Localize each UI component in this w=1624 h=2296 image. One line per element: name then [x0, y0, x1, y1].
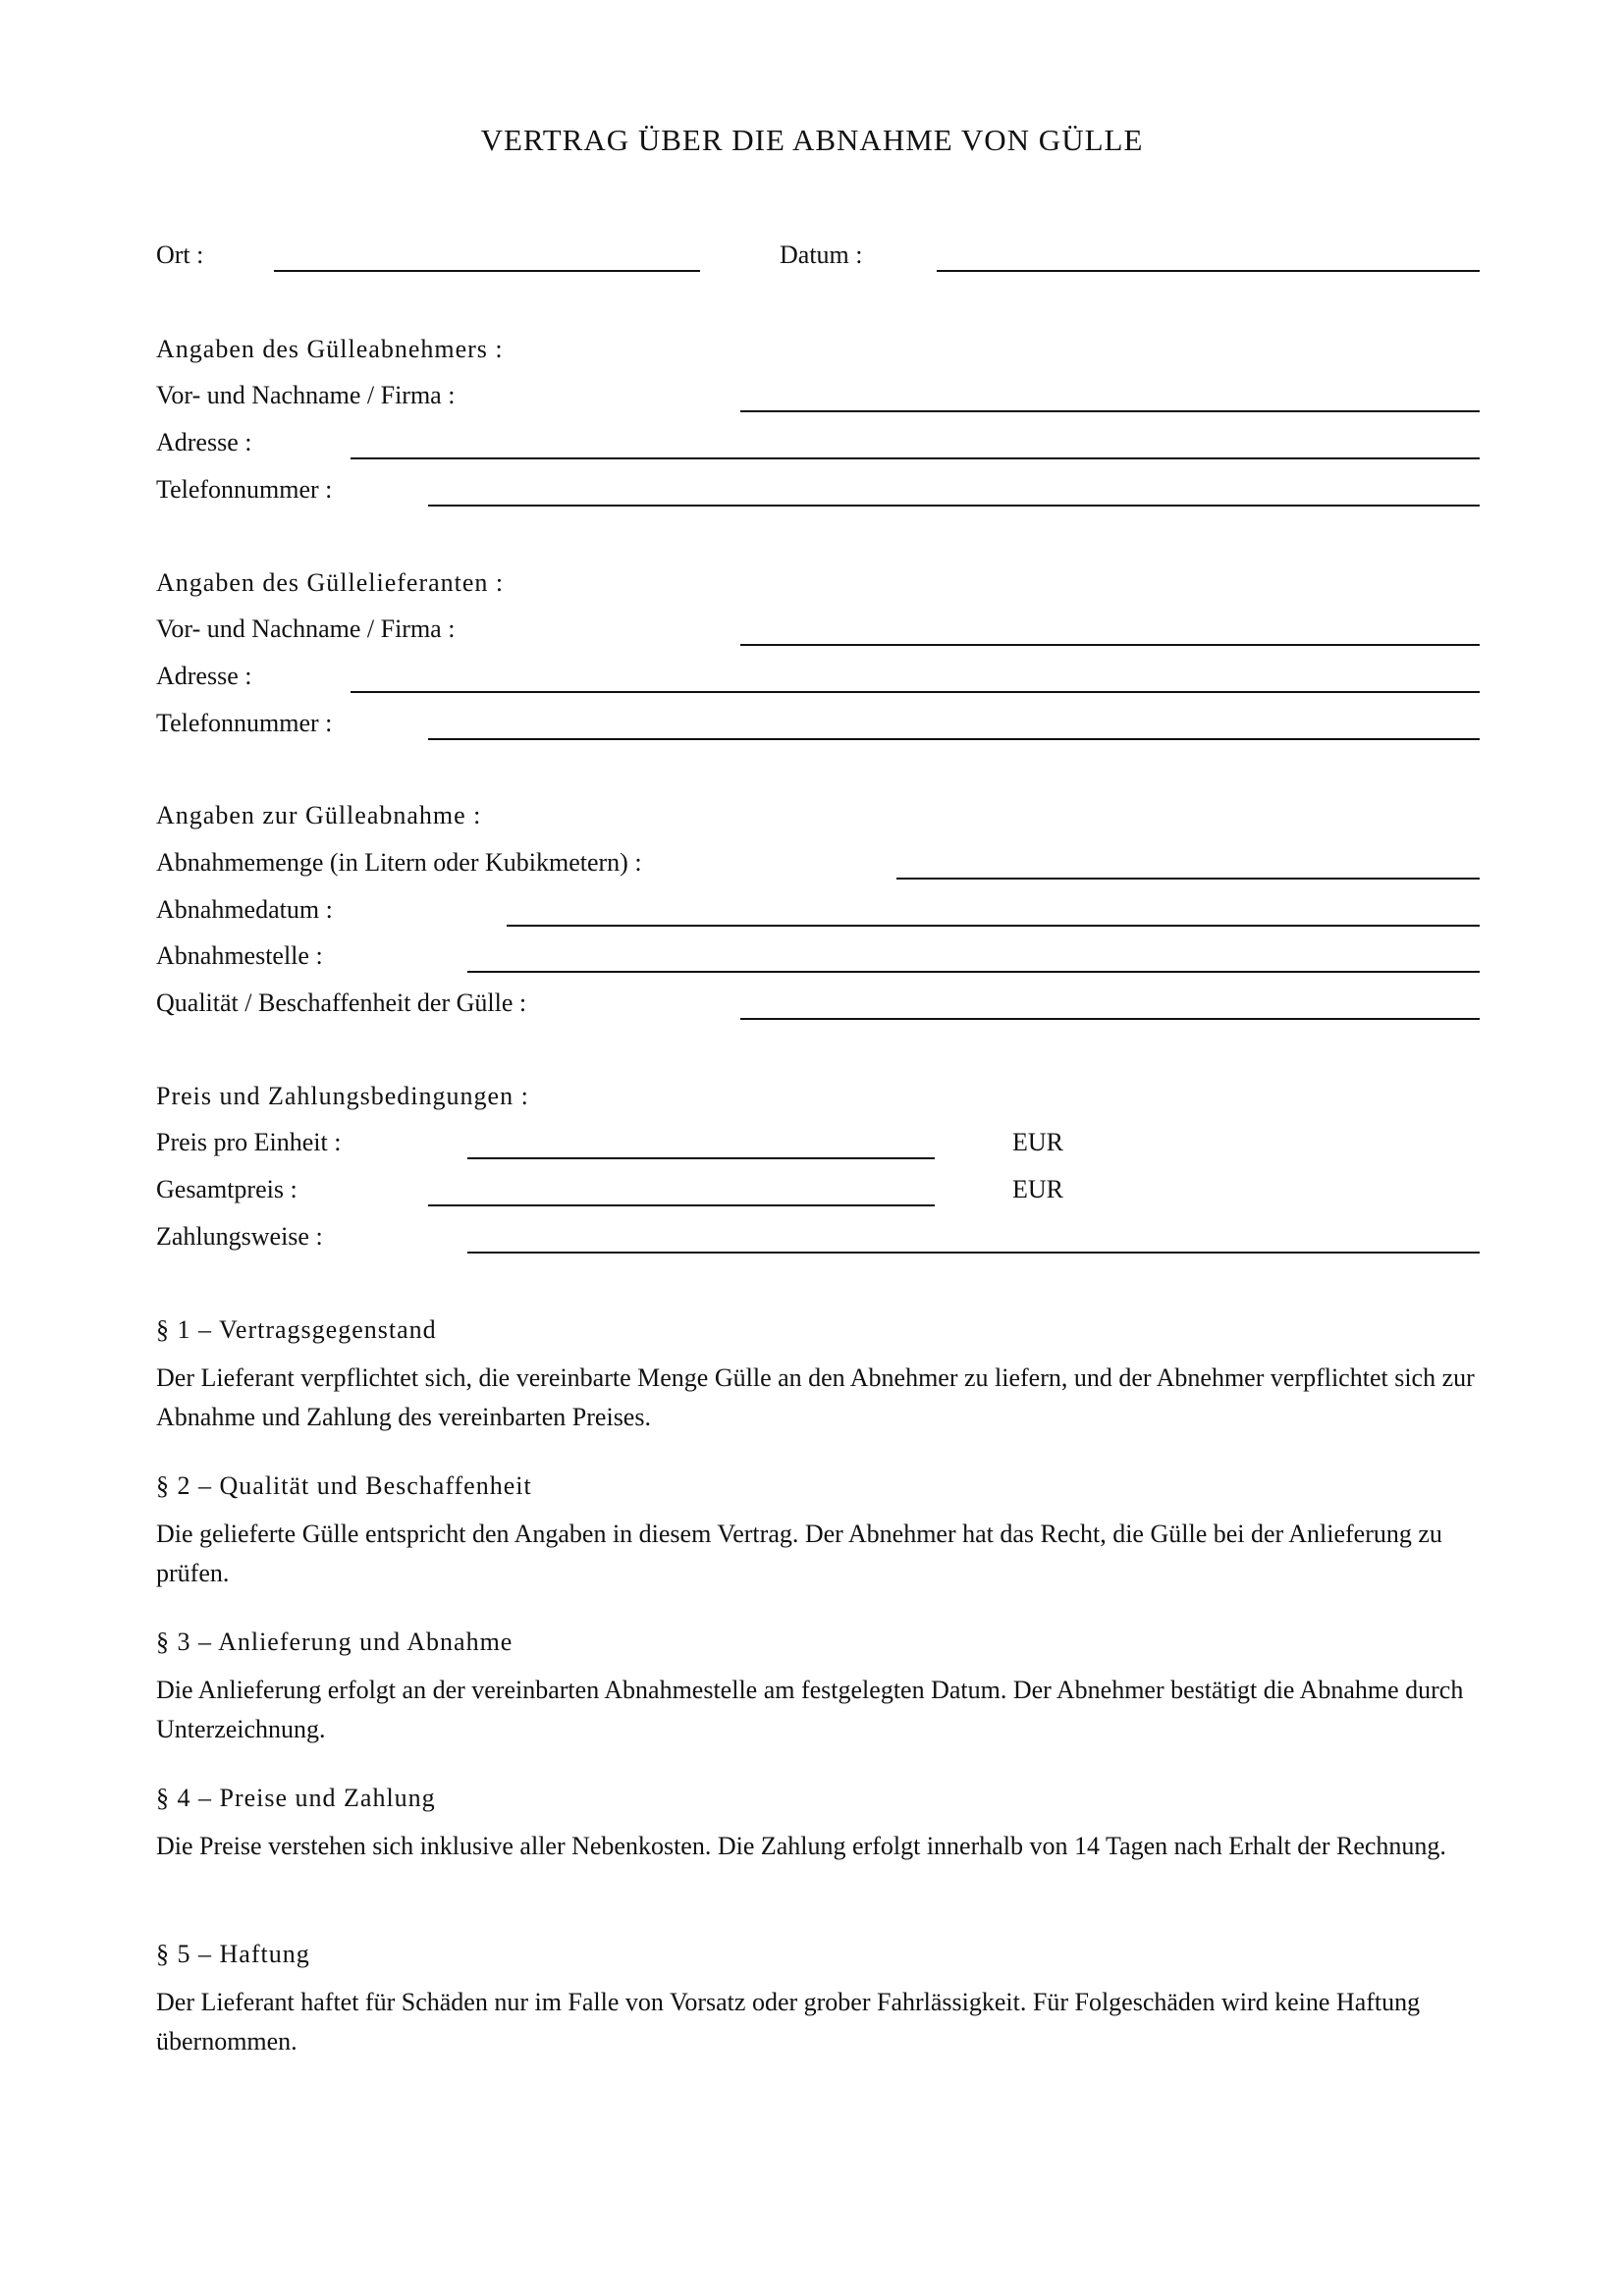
abnahme-stelle-label: Abnahmestelle : [156, 941, 323, 970]
zahlungsweise-label: Zahlungsweise : [156, 1222, 323, 1251]
ort-label: Ort : [156, 240, 204, 269]
abnahme-stelle-field[interactable] [467, 971, 1480, 973]
abnahme-heading: Angaben zur Gülleabnahme : [156, 801, 482, 829]
section-2-heading: § 2 – Qualität und Beschaffenheit [156, 1471, 532, 1500]
abnehmer-heading: Angaben des Gülleabnehmers : [156, 335, 504, 363]
preis-einheit-field[interactable] [467, 1157, 935, 1159]
gesamtpreis-field[interactable] [428, 1204, 935, 1206]
abnahme-datum-field[interactable] [507, 925, 1480, 927]
abnehmer-adresse-field[interactable] [351, 457, 1480, 459]
abnahme-menge-label: Abnahmemenge (in Litern oder Kubikmetern) : [156, 848, 642, 877]
gesamtpreis-label: Gesamtpreis : [156, 1175, 298, 1203]
section-4-text: Die Preise verstehen sich inklusive aller Nebenkosten. Die Zahlung erfolgt innerhalb von 14 Tagen nach Erhalt der Rechnung. [156, 1832, 1446, 1860]
preis-einheit-label: Preis pro Einheit : [156, 1128, 342, 1156]
lieferant-adresse-field[interactable] [351, 691, 1480, 693]
section-5-text: Der Lieferant haftet für Schäden nur im Falle von Vorsatz oder grober Fahrlässigkeit. Für Folgeschäden wird keine Haftung übernommen. [156, 1988, 1421, 2056]
lieferant-telefon-label: Telefonnummer : [156, 709, 333, 737]
lieferant-name-label: Vor- und Nachname / Firma : [156, 614, 456, 643]
abnehmer-name-field[interactable] [740, 410, 1480, 412]
section-1-text: Der Lieferant verpflichtet sich, die vereinbarte Menge Gülle an den Abnehmer zu liefern, und der Abnehmer verpflichtet sich zur Abnahme und Zahlung des vereinbarten Preises. [156, 1363, 1475, 1431]
abnahme-menge-field[interactable] [896, 878, 1480, 880]
lieferant-telefon-field[interactable] [428, 738, 1480, 740]
zahlungsweise-field[interactable] [467, 1252, 1480, 1254]
datum-label: Datum : [780, 240, 863, 269]
lieferant-heading: Angaben des Güllelieferanten : [156, 568, 505, 597]
abnahme-qualitaet-label: Qualität / Beschaffenheit der Gülle : [156, 988, 527, 1017]
document-title: VERTRAG ÜBER DIE ABNAHME VON GÜLLE [480, 123, 1144, 157]
section-3-text: Die Anlieferung erfolgt an der vereinbarten Abnahmestelle am festgelegten Datum. Der Abnehmer bestätigt die Abnahme durch Unterzeichnung. [156, 1676, 1464, 1743]
ort-field[interactable] [274, 270, 700, 272]
section-5-heading: § 5 – Haftung [156, 1940, 310, 1968]
abnehmer-telefon-label: Telefonnummer : [156, 475, 333, 504]
section-1-heading: § 1 – Vertragsgegenstand [156, 1315, 437, 1344]
gesamtpreis-currency: EUR [1012, 1175, 1063, 1203]
datum-field[interactable] [937, 270, 1480, 272]
section-2-text: Die gelieferte Gülle entspricht den Angaben in diesem Vertrag. Der Abnehmer hat das Recht, die Gülle bei der Anlieferung zu prüfen. [156, 1520, 1442, 1587]
abnehmer-adresse-label: Adresse : [156, 428, 252, 456]
abnahme-qualitaet-field[interactable] [740, 1018, 1480, 1020]
section-3-heading: § 3 – Anlieferung und Abnahme [156, 1628, 514, 1656]
abnahme-datum-label: Abnahmedatum : [156, 895, 333, 924]
lieferant-name-field[interactable] [740, 644, 1480, 646]
abnehmer-telefon-field[interactable] [428, 505, 1480, 507]
lieferant-adresse-label: Adresse : [156, 662, 252, 690]
preis-einheit-currency: EUR [1012, 1128, 1063, 1156]
section-4-heading: § 4 – Preise und Zahlung [156, 1784, 436, 1812]
abnehmer-name-label: Vor- und Nachname / Firma : [156, 381, 456, 409]
preis-heading: Preis und Zahlungsbedingungen : [156, 1082, 529, 1110]
